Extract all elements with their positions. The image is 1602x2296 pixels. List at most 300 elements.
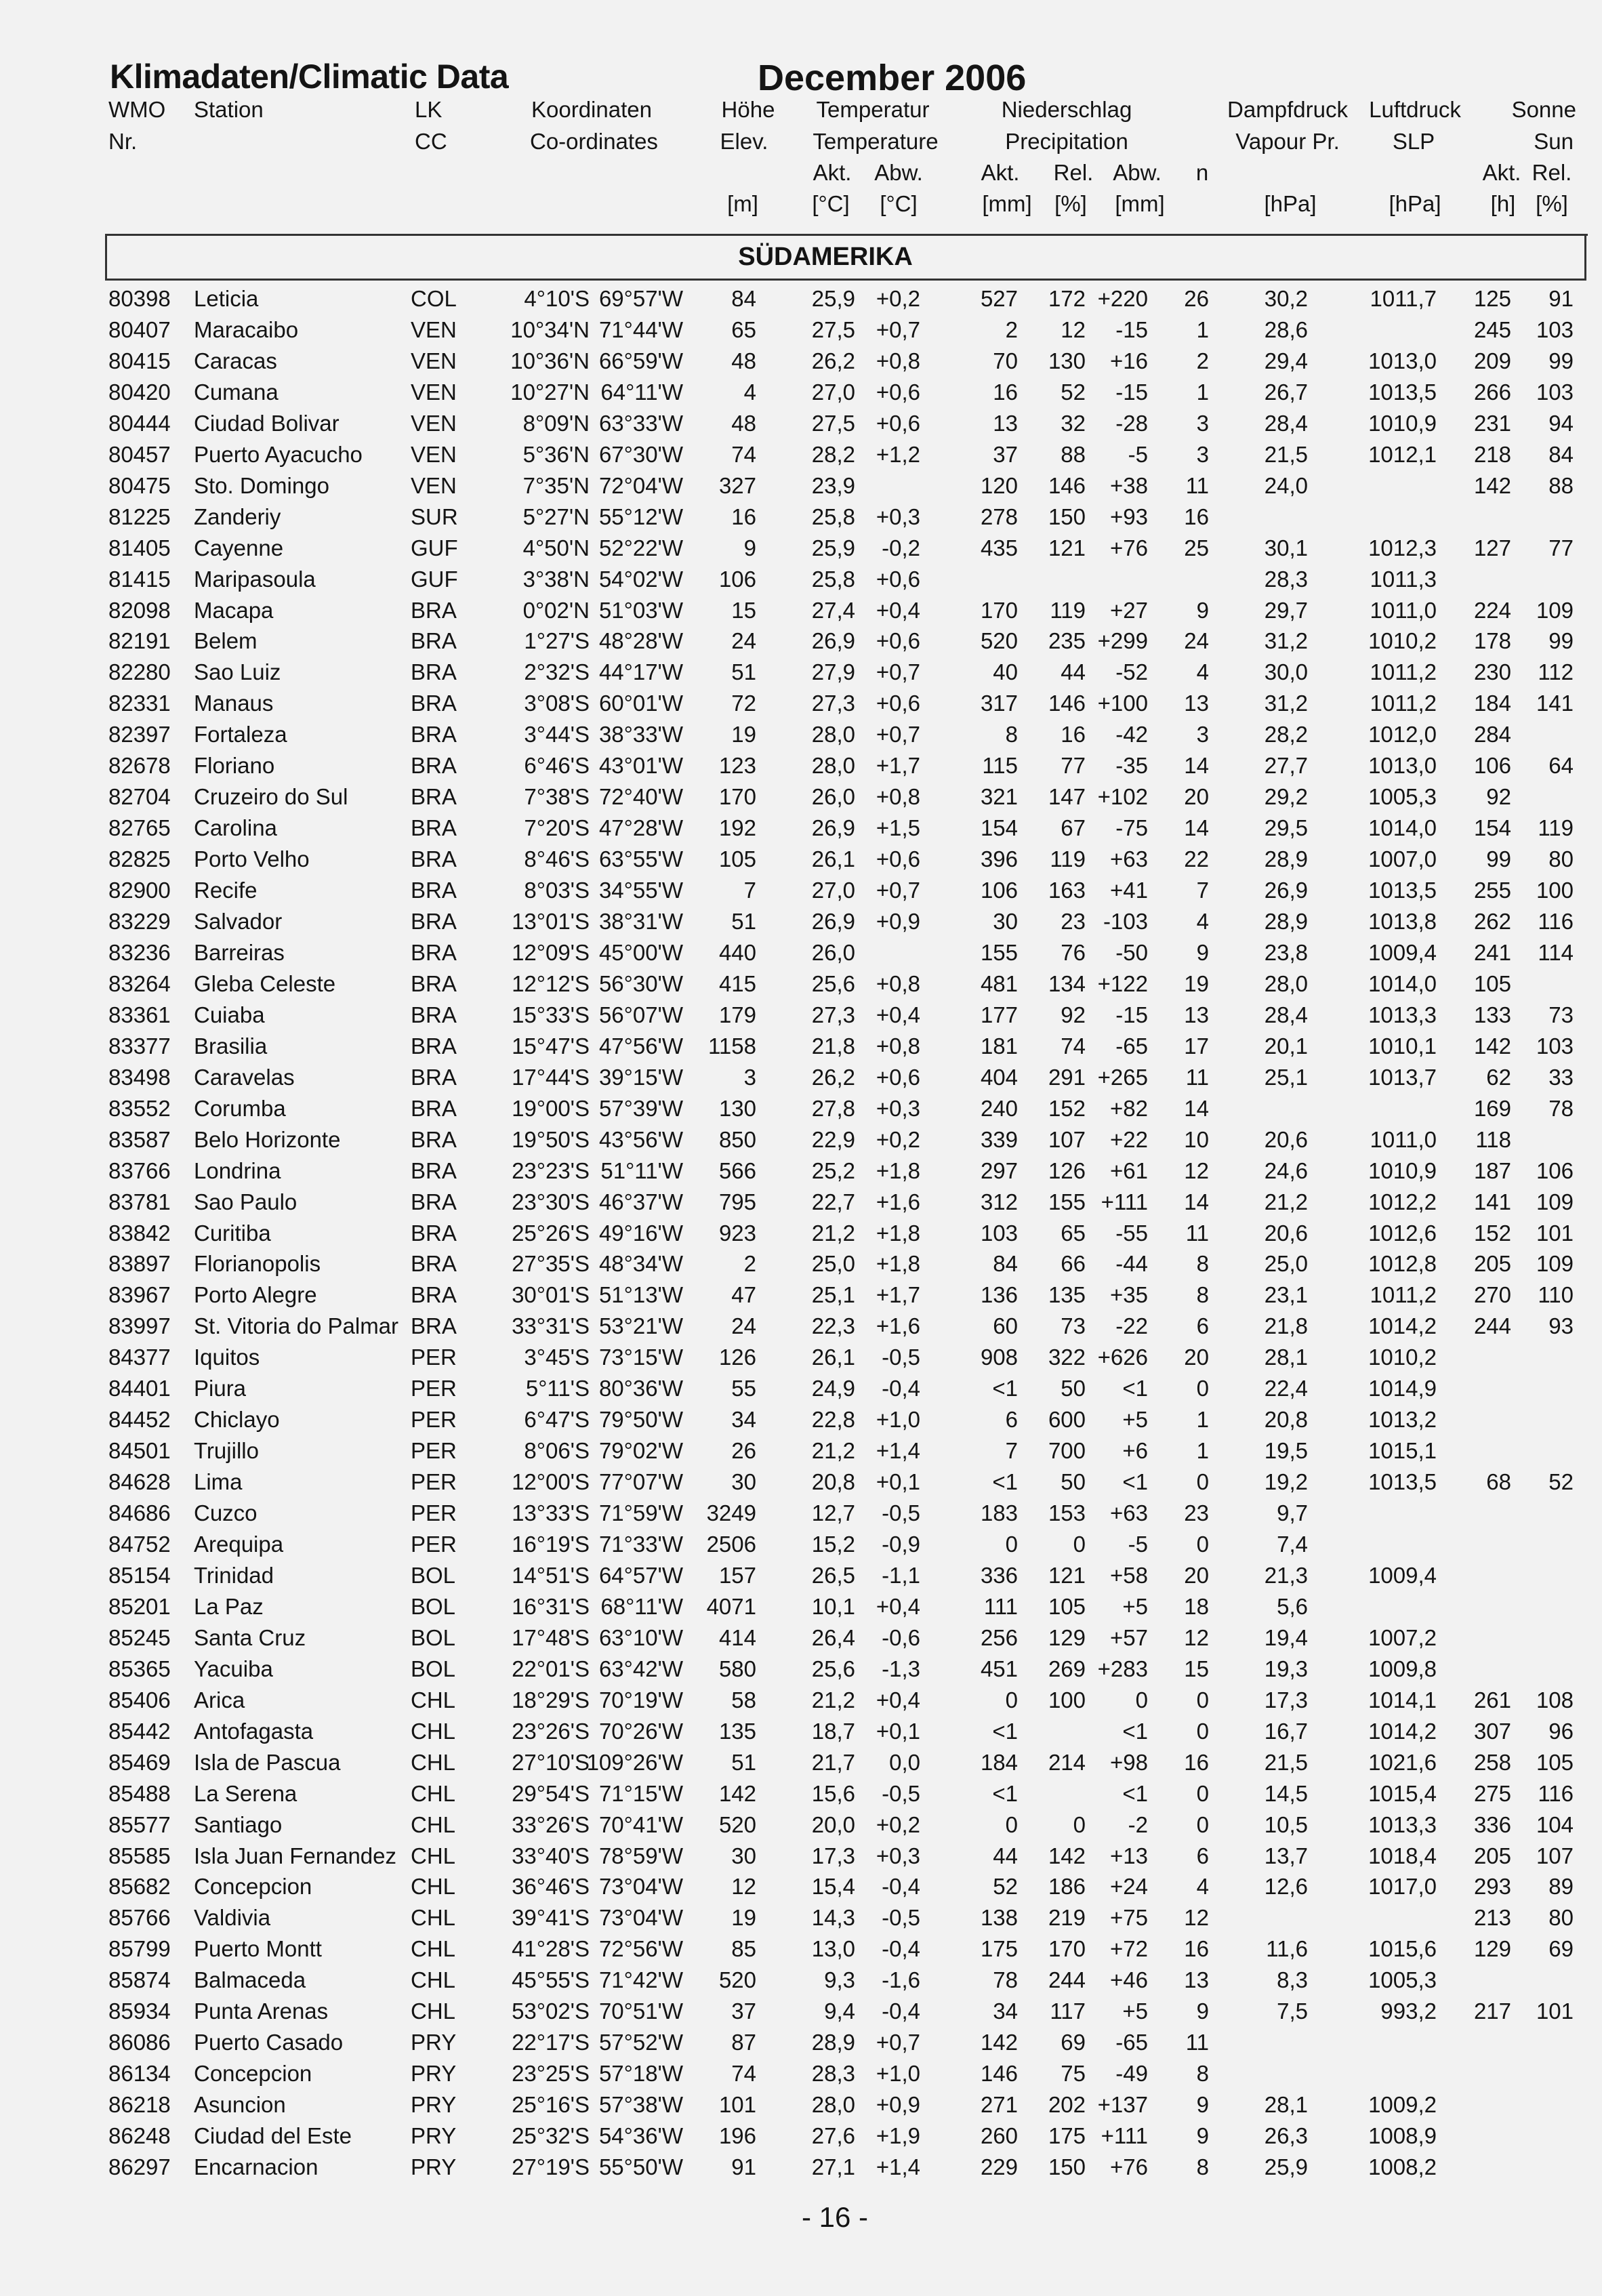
cell-wmo: 86297 [108, 2154, 171, 2179]
cell-prec-rel: 105 [1048, 1593, 1086, 1619]
cell-latitude: 16°31'S [512, 1593, 590, 1619]
cell-temp-dev: +1,8 [876, 1220, 920, 1246]
cell-temp-dev: +0,9 [876, 909, 920, 934]
cell-wmo: 82098 [108, 597, 171, 623]
cell-latitude: 7°35'N [522, 472, 590, 498]
cell-country: CHL [411, 1998, 456, 2024]
cell-temp-dev: +0,8 [876, 784, 920, 810]
cell-temp: 27,0 [811, 379, 855, 405]
cell-prec-rel: 219 [1048, 1905, 1086, 1931]
cell-latitude: 16°19'S [512, 1532, 590, 1557]
cell-prec-dev: +46 [1110, 1967, 1148, 1993]
cell-latitude: 30°01'S [512, 1282, 590, 1308]
cell-elevation: 58 [731, 1687, 756, 1713]
cell-prec: 240 [980, 1095, 1018, 1121]
cell-prec-rel: 0 [1073, 1532, 1086, 1557]
cell-vapour: 28,1 [1264, 1345, 1308, 1370]
cell-prec-days: 3 [1196, 441, 1209, 467]
cell-sun: 284 [1473, 722, 1511, 747]
cell-prec-rel: 150 [1048, 504, 1086, 529]
cell-prec-rel: 69 [1061, 2030, 1086, 2055]
cell-prec: 154 [980, 815, 1018, 841]
cell-prec-rel: 600 [1048, 1407, 1086, 1433]
cell-station: Floriano [194, 753, 275, 779]
cell-latitude: 6°47'S [524, 1407, 590, 1433]
cell-slp: 1013,2 [1368, 1407, 1437, 1433]
cell-vapour: 30,2 [1264, 286, 1308, 311]
cell-station: Maracaibo [194, 316, 299, 342]
cell-elevation: 580 [718, 1656, 756, 1681]
cell-wmo: 80420 [108, 379, 171, 405]
cell-wmo: 83552 [108, 1095, 171, 1121]
cell-prec-days: 9 [1196, 2092, 1209, 2118]
cell-temp: 10,1 [811, 1593, 855, 1619]
cell-prec-days: 0 [1196, 1780, 1209, 1806]
cell-prec: 271 [980, 2092, 1018, 2118]
cell-elevation: 24 [731, 1313, 756, 1339]
cell-temp: 23,9 [811, 472, 855, 498]
cell-prec: 84 [993, 1251, 1018, 1277]
cell-longitude: 63°55'W [598, 846, 683, 872]
cell-sun: 184 [1473, 691, 1511, 716]
cell-longitude: 77°07'W [598, 1469, 683, 1495]
cell-elevation: 923 [718, 1220, 756, 1246]
cell-country: PRY [411, 2092, 457, 2118]
cell-longitude: 69°57'W [598, 286, 683, 311]
cell-station: Recife [194, 878, 258, 903]
cell-prec: 175 [980, 1936, 1018, 1962]
cell-temp: 27,6 [811, 2123, 855, 2149]
cell-prec-days: 1 [1196, 379, 1209, 405]
cell-country: PRY [411, 2061, 457, 2087]
table-row [0, 750, 1602, 781]
cell-wmo: 84628 [108, 1469, 171, 1495]
cell-prec-rel: 50 [1061, 1376, 1086, 1401]
cell-station: Puerto Casado [194, 2030, 344, 2055]
cell-elevation: 85 [731, 1936, 756, 1962]
cell-wmo: 84401 [108, 1376, 171, 1401]
header-koordinaten: Koordinaten [531, 97, 652, 122]
cell-prec: <1 [992, 1780, 1018, 1806]
cell-prec-days: 19 [1184, 970, 1209, 996]
cell-elevation: 414 [718, 1624, 756, 1650]
cell-sun: 142 [1473, 1033, 1511, 1059]
cell-vapour: 26,9 [1264, 878, 1308, 903]
cell-station: Salvador [194, 909, 283, 934]
table-row [0, 1778, 1602, 1809]
cell-temp: 9,3 [824, 1967, 855, 1993]
cell-wmo: 86218 [108, 2092, 171, 2118]
cell-prec: 6 [1005, 1407, 1018, 1433]
cell-slp: 1014,1 [1368, 1687, 1437, 1713]
cell-sun: 336 [1473, 1811, 1511, 1837]
cell-temp: 26,4 [811, 1624, 855, 1650]
cell-slp: 1013,3 [1368, 1811, 1437, 1837]
cell-longitude: 73°15'W [598, 1345, 683, 1370]
cell-slp: 1009,8 [1368, 1656, 1437, 1681]
cell-sun-rel: 104 [1536, 1811, 1574, 1837]
cell-sun: 213 [1473, 1905, 1511, 1931]
cell-vapour: 25,1 [1264, 1064, 1308, 1090]
cell-sun: 129 [1473, 1936, 1511, 1962]
cell-sun: 178 [1473, 628, 1511, 654]
cell-sun: 275 [1473, 1780, 1511, 1806]
cell-prec-days: 16 [1184, 1749, 1209, 1775]
cell-sun: 169 [1473, 1095, 1511, 1121]
cell-prec-days: 25 [1184, 535, 1209, 560]
cell-slp: 1012,6 [1368, 1220, 1437, 1246]
header-prec-n: n [1195, 160, 1209, 185]
table-row [0, 439, 1602, 470]
cell-temp-dev: +1,6 [876, 1313, 920, 1339]
cell-prec: 451 [980, 1656, 1018, 1681]
cell-temp-dev: -0,4 [882, 1936, 920, 1962]
cell-prec-dev: +41 [1110, 878, 1148, 903]
cell-prec-rel: 126 [1048, 1157, 1086, 1183]
cell-longitude: 51°03'W [598, 597, 683, 623]
cell-temp: 15,4 [811, 1874, 855, 1900]
header-sun-rel: Rel. [1532, 160, 1572, 185]
header-temp-akt: Akt. [813, 160, 852, 185]
cell-temp: 24,9 [811, 1376, 855, 1401]
cell-wmo: 85442 [108, 1718, 171, 1744]
cell-elevation: 51 [731, 909, 756, 934]
cell-prec-dev: +5 [1122, 1407, 1148, 1433]
cell-sun-rel: 103 [1536, 379, 1574, 405]
cell-temp: 21,7 [811, 1749, 855, 1775]
cell-latitude: 45°55'S [512, 1967, 590, 1993]
cell-station: Belo Horizonte [194, 1126, 341, 1152]
table-row [0, 1435, 1602, 1467]
cell-sun-rel: 94 [1548, 410, 1574, 436]
cell-prec: <1 [992, 1469, 1018, 1495]
cell-wmo: 82765 [108, 815, 171, 841]
cell-latitude: 19°50'S [512, 1126, 590, 1152]
cell-station: Chiclayo [194, 1407, 280, 1433]
cell-sun: 133 [1473, 1002, 1511, 1027]
cell-prec-dev: +5 [1122, 1998, 1148, 2024]
cell-elevation: 415 [718, 970, 756, 996]
table-row [0, 906, 1602, 937]
cell-wmo: 80457 [108, 441, 171, 467]
cell-country: BRA [411, 909, 457, 934]
cell-longitude: 43°01'W [598, 753, 683, 779]
cell-vapour: 20,6 [1264, 1220, 1308, 1246]
cell-prec-dev: -65 [1115, 2030, 1148, 2055]
cell-elevation: 9 [743, 535, 756, 560]
cell-prec-dev: +93 [1110, 504, 1148, 529]
cell-vapour: 9,7 [1277, 1500, 1308, 1526]
cell-vapour: 11,6 [1266, 1936, 1308, 1962]
cell-slp: 1013,0 [1368, 348, 1437, 373]
cell-prec-rel: 121 [1048, 535, 1086, 560]
cell-wmo: 82331 [108, 691, 171, 716]
cell-slp: 1014,0 [1368, 815, 1437, 841]
cell-latitude: 15°47'S [512, 1033, 590, 1059]
cell-vapour: 10,5 [1264, 1811, 1308, 1837]
cell-prec-days: 17 [1184, 1033, 1209, 1059]
cell-longitude: 70°41'W [598, 1811, 683, 1837]
cell-country: CHL [411, 1874, 456, 1900]
cell-longitude: 64°57'W [598, 1562, 683, 1588]
cell-longitude: 54°02'W [598, 566, 683, 592]
cell-country: BOL [411, 1656, 456, 1681]
cell-prec-days: 6 [1196, 1843, 1209, 1868]
cell-station: Caracas [194, 348, 277, 373]
cell-temp: 26,9 [811, 628, 855, 654]
cell-temp-dev: -0,5 [882, 1905, 920, 1931]
cell-vapour: 17,3 [1264, 1687, 1308, 1713]
cell-temp: 17,3 [811, 1843, 855, 1868]
cell-prec: 120 [980, 472, 1018, 498]
cell-vapour: 31,2 [1264, 628, 1308, 654]
cell-station: Florianopolis [194, 1251, 321, 1277]
cell-prec-rel: 175 [1048, 2123, 1086, 2149]
cell-longitude: 49°16'W [598, 1220, 683, 1246]
cell-country: VEN [411, 441, 457, 467]
cell-station: Carolina [194, 815, 277, 841]
cell-slp: 1005,3 [1368, 784, 1437, 810]
cell-prec-days: 14 [1184, 1189, 1209, 1214]
cell-vapour: 16,7 [1264, 1718, 1308, 1744]
cell-latitude: 13°33'S [512, 1500, 590, 1526]
cell-slp: 1011,2 [1370, 659, 1437, 685]
cell-country: CHL [411, 1936, 456, 1962]
table-row [0, 1902, 1602, 1933]
cell-sun-rel: 88 [1548, 472, 1574, 498]
cell-elevation: 30 [731, 1843, 756, 1868]
cell-prec-dev: +63 [1110, 1500, 1148, 1526]
cell-prec-days: 4 [1196, 1874, 1209, 1900]
cell-latitude: 8°09'N [522, 410, 590, 436]
cell-prec: 336 [980, 1562, 1018, 1588]
cell-prec-dev: 0 [1135, 1687, 1148, 1713]
cell-vapour: 21,8 [1264, 1313, 1308, 1339]
cell-sun-rel: 91 [1548, 286, 1574, 311]
cell-temp: 25,9 [811, 286, 855, 311]
cell-country: PER [411, 1345, 457, 1370]
cell-temp: 26,0 [811, 784, 855, 810]
cell-prec: 136 [980, 1282, 1018, 1308]
header-prec-rel: Rel. [1053, 160, 1094, 185]
cell-latitude: 5°36'N [522, 441, 590, 467]
cell-latitude: 33°31'S [512, 1313, 590, 1339]
cell-country: PER [411, 1532, 457, 1557]
cell-wmo: 85577 [108, 1811, 171, 1837]
header-prec-rel-unit: [%] [1054, 191, 1087, 216]
cell-prec: 106 [980, 878, 1018, 903]
cell-elevation: 520 [718, 1811, 756, 1837]
cell-prec: 103 [980, 1220, 1018, 1246]
cell-country: PER [411, 1438, 457, 1464]
cell-prec-dev: +13 [1110, 1843, 1148, 1868]
cell-station: Punta Arenas [194, 1998, 329, 2024]
cell-vapour: 29,5 [1264, 815, 1308, 841]
cell-country: BRA [411, 1313, 457, 1339]
cell-latitude: 3°38'N [522, 566, 590, 592]
cell-vapour: 14,5 [1264, 1780, 1308, 1806]
cell-sun-rel: 116 [1538, 909, 1574, 934]
cell-temp-dev: +0,6 [876, 1064, 920, 1090]
header-wmo: WMO [108, 97, 166, 122]
cell-elevation: 170 [718, 784, 756, 810]
cell-vapour: 29,4 [1264, 348, 1308, 373]
cell-temp-dev: +1,0 [876, 1407, 920, 1433]
cell-vapour: 20,6 [1264, 1126, 1308, 1152]
cell-elevation: 327 [718, 472, 756, 498]
cell-elevation: 48 [731, 410, 756, 436]
cell-prec-days: 0 [1196, 1811, 1209, 1837]
cell-station: Fortaleza [194, 722, 287, 747]
cell-sun: 270 [1473, 1282, 1511, 1308]
cell-prec: 115 [982, 753, 1018, 779]
header-precipitation: Precipitation [1005, 129, 1128, 154]
cell-slp: 1017,0 [1368, 1874, 1437, 1900]
cell-sun: 99 [1486, 846, 1511, 872]
cell-latitude: 3°45'S [524, 1345, 590, 1370]
cell-elevation: 135 [718, 1718, 756, 1744]
cell-wmo: 81225 [108, 504, 171, 529]
cell-station: Porto Alegre [194, 1282, 317, 1308]
cell-prec-days: 26 [1184, 286, 1209, 311]
cell-prec-dev: -55 [1115, 1220, 1148, 1246]
cell-prec-days: 16 [1184, 504, 1209, 529]
cell-latitude: 23°25'S [512, 2061, 590, 2087]
cell-temp-dev: +0,7 [876, 2030, 920, 2055]
cell-sun-rel: 103 [1536, 316, 1574, 342]
cell-longitude: 46°37'W [598, 1189, 683, 1214]
cell-vapour: 13,7 [1264, 1843, 1308, 1868]
cell-sun-rel: 109 [1536, 1251, 1574, 1277]
cell-temp-dev: +1,4 [876, 2154, 920, 2179]
cell-prec-dev: -15 [1115, 316, 1148, 342]
cell-temp-dev: +0,4 [876, 1002, 920, 1027]
cell-temp-dev: +0,7 [876, 316, 920, 342]
cell-wmo: 83236 [108, 939, 171, 965]
cell-country: BRA [411, 815, 457, 841]
cell-temp: 21,2 [811, 1687, 855, 1713]
cell-wmo: 86086 [108, 2030, 171, 2055]
cell-country: VEN [411, 348, 457, 373]
cell-longitude: 43°56'W [598, 1126, 683, 1152]
cell-latitude: 15°33'S [512, 1002, 590, 1027]
cell-prec-dev: -15 [1115, 1002, 1148, 1027]
cell-temp: 22,8 [811, 1407, 855, 1433]
cell-prec-days: 10 [1184, 1126, 1209, 1152]
cell-wmo: 85406 [108, 1687, 171, 1713]
cell-elevation: 196 [718, 2123, 756, 2149]
cell-temp: 26,9 [811, 815, 855, 841]
cell-elevation: 520 [718, 1967, 756, 1993]
cell-sun-rel: 107 [1536, 1843, 1574, 1868]
section-title: SÜDAMERIKA [738, 243, 913, 271]
cell-prec-days: 20 [1184, 784, 1209, 810]
cell-slp: 1018,4 [1368, 1843, 1437, 1868]
cell-vapour: 28,4 [1264, 410, 1308, 436]
cell-longitude: 38°31'W [598, 909, 683, 934]
cell-sun: 152 [1473, 1220, 1511, 1246]
cell-elevation: 19 [731, 722, 756, 747]
header-lk: LK [415, 97, 443, 122]
cell-vapour: 19,5 [1264, 1438, 1308, 1464]
cell-prec-rel: 134 [1048, 970, 1086, 996]
cell-prec-days: 12 [1184, 1157, 1209, 1183]
cell-station: Arequipa [194, 1532, 284, 1557]
cell-country: BRA [411, 1189, 457, 1214]
cell-vapour: 31,2 [1264, 691, 1308, 716]
cell-prec-days: 6 [1196, 1313, 1209, 1339]
cell-longitude: 68°11'W [600, 1593, 683, 1619]
table-row [0, 283, 1602, 314]
cell-prec-dev: +38 [1110, 472, 1148, 498]
cell-prec: 111 [983, 1593, 1018, 1619]
cell-vapour: 24,0 [1264, 472, 1308, 498]
cell-temp-dev: -1,3 [882, 1656, 920, 1681]
cell-slp: 1012,0 [1368, 722, 1437, 747]
cell-slp: 1014,2 [1368, 1718, 1437, 1744]
cell-prec-rel: 16 [1061, 722, 1086, 747]
table-row [0, 346, 1602, 377]
cell-slp: 1010,2 [1368, 628, 1437, 654]
cell-longitude: 72°40'W [598, 784, 683, 810]
cell-prec: 396 [980, 846, 1018, 872]
cell-sun-rel: 110 [1538, 1282, 1574, 1308]
cell-longitude: 53°21'W [598, 1313, 683, 1339]
cell-sun: 244 [1473, 1313, 1511, 1339]
cell-temp-dev: +0,8 [876, 970, 920, 996]
cell-prec: 0 [1005, 1687, 1018, 1713]
cell-country: PER [411, 1407, 457, 1433]
cell-wmo: 85874 [108, 1967, 171, 1993]
cell-country: BOL [411, 1593, 456, 1619]
cell-sun-rel: 93 [1548, 1313, 1574, 1339]
cell-wmo: 84452 [108, 1407, 171, 1433]
header-prec-unit: [mm] [982, 191, 1032, 216]
cell-station: Sao Luiz [194, 659, 281, 685]
cell-country: BRA [411, 846, 457, 872]
cell-temp: 15,2 [811, 1532, 855, 1557]
cell-prec: 170 [980, 597, 1018, 623]
cell-temp: 26,2 [811, 1064, 855, 1090]
cell-prec-dev: +24 [1110, 1874, 1148, 1900]
cell-temp-dev: -0,2 [882, 535, 920, 560]
cell-prec-dev: -22 [1115, 1313, 1148, 1339]
cell-country: BRA [411, 722, 457, 747]
cell-station: Macapa [194, 597, 274, 623]
cell-prec-days: 12 [1184, 1624, 1209, 1650]
cell-elevation: 87 [731, 2030, 756, 2055]
cell-longitude: 71°42'W [598, 1967, 683, 1993]
cell-prec-rel: 322 [1048, 1345, 1086, 1370]
cell-prec-days: 0 [1196, 1687, 1209, 1713]
cell-prec: 312 [980, 1189, 1018, 1214]
cell-temp: 28,2 [811, 441, 855, 467]
cell-station: La Serena [194, 1780, 297, 1806]
cell-prec-rel: 88 [1061, 441, 1086, 467]
cell-temp: 22,7 [811, 1189, 855, 1214]
cell-sun: 293 [1473, 1874, 1511, 1900]
cell-temp: 28,0 [811, 2092, 855, 2118]
cell-sun: 142 [1473, 472, 1511, 498]
cell-temp-dev: +1,6 [876, 1189, 920, 1214]
cell-prec: 34 [993, 1998, 1018, 2024]
cell-station: Ciudad Bolivar [194, 410, 340, 436]
cell-country: VEN [411, 472, 457, 498]
cell-prec-days: 9 [1196, 2123, 1209, 2149]
cell-latitude: 6°46'S [524, 753, 590, 779]
cell-slp: 1011,0 [1370, 1126, 1437, 1152]
cell-temp: 25,1 [811, 1282, 855, 1308]
